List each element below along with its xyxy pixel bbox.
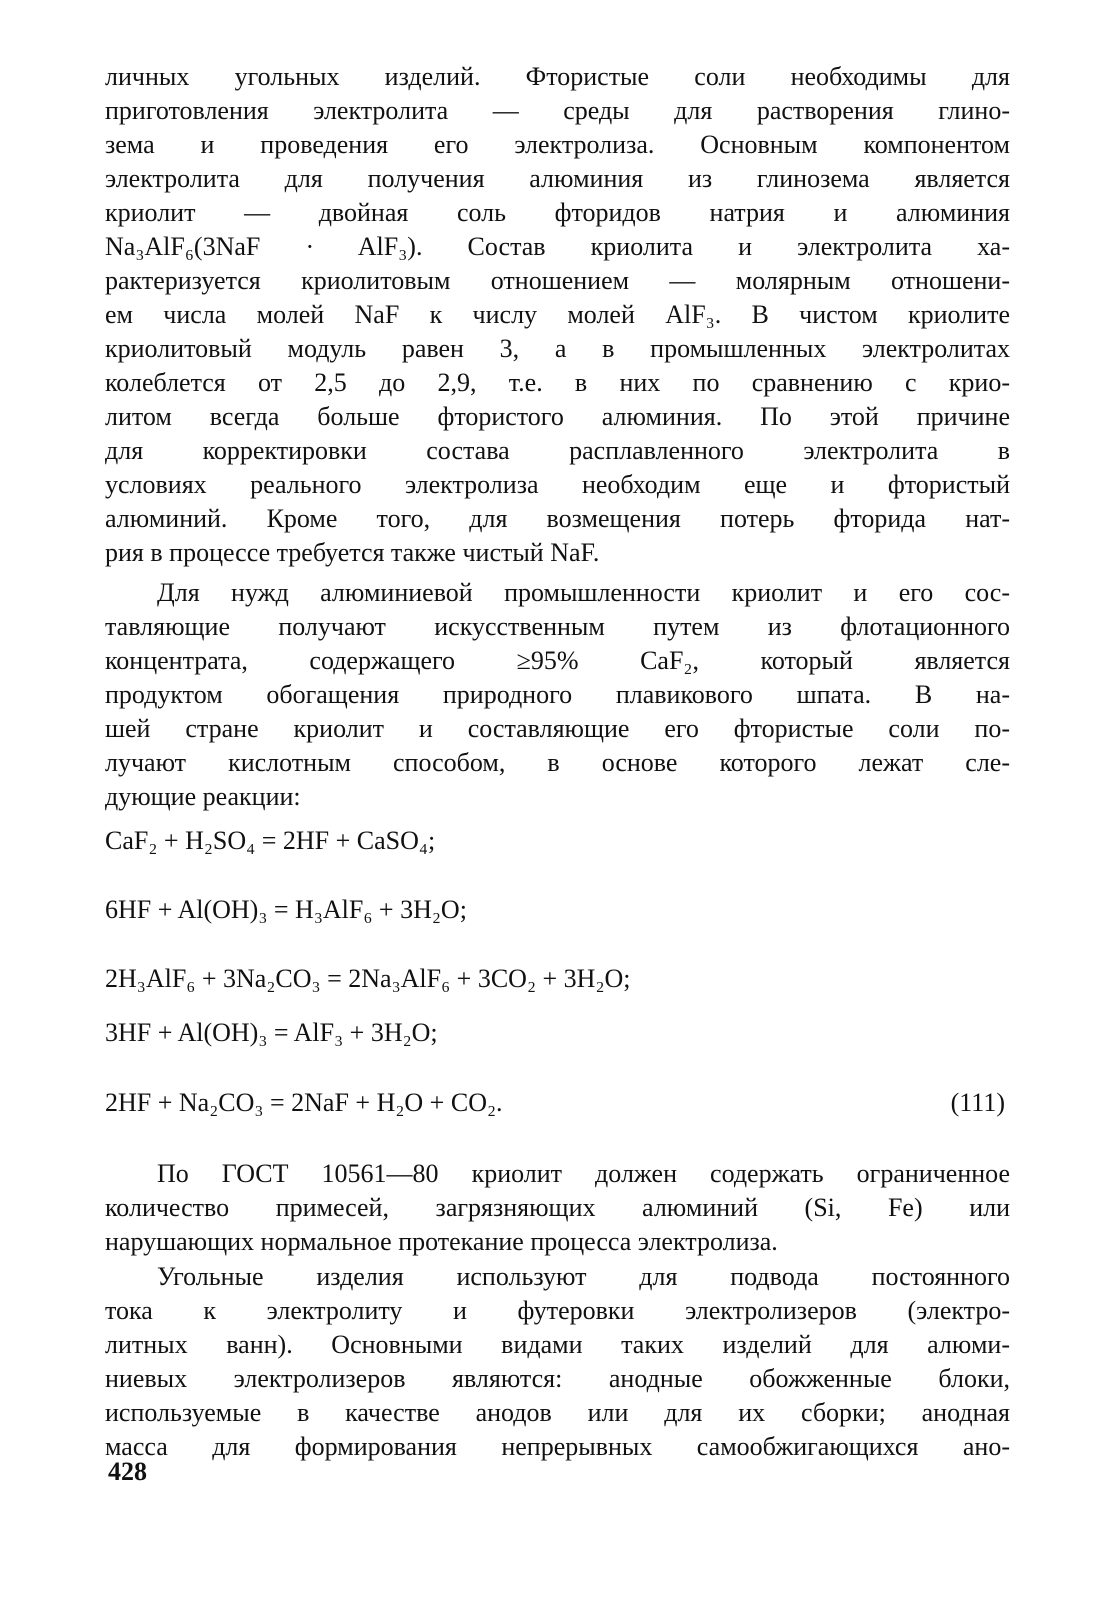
equation: 2HF + Na₂CO₃ = 2NaF + H₂O + CO₂. <box>105 1088 503 1117</box>
text-line: колеблется от 2,5 до 2,9, т.е. в них по сравнению с крио- <box>105 368 1010 397</box>
text-line: По ГОСТ 10561—80 криолит должен содержать ограниченное <box>157 1159 1010 1188</box>
text-line: нарушающих нормальное протекание процесса электролиза. <box>105 1227 778 1256</box>
text-line: ниевых электролизеров являются: анодные обожженные блоки, <box>105 1364 1010 1393</box>
text-line: количество примесей, загрязняющих алюминий (Si, Fe) или <box>105 1193 1010 1222</box>
text-line: используемые в качестве анодов или для их сборки; анодная <box>105 1398 1010 1427</box>
text-line: дующие реакции: <box>105 782 301 811</box>
text-line: криолитовый модуль равен 3, а в промышленных электролитах <box>105 334 1010 363</box>
text-line: алюминий. Кроме того, для возмещения потерь фторида нат- <box>105 504 1010 533</box>
text-line: для корректировки состава расплавленного электролита в <box>105 436 1010 465</box>
equation: 6HF + Al(OH)₃ = H₃AlF₆ + 3H₂O; <box>105 895 467 924</box>
text-line: личных угольных изделий. Фтористые соли необходимы для <box>105 62 1010 91</box>
equation: 2H₃AlF₆ + 3Na₂CO₃ = 2Na₃AlF₆ + 3CO₂ + 3H₂O; <box>105 964 631 993</box>
equation: CaF₂ + H₂SO₄ = 2HF + CaSO₄; <box>105 826 436 855</box>
text-line: литных ванн). Основными видами таких изделий для алюми- <box>105 1330 1010 1359</box>
text-line: Угольные изделия используют для подвода постоянного <box>157 1262 1010 1291</box>
text-line: зема и проведения его электролиза. Основным компонентом <box>105 130 1010 159</box>
text-line: Для нужд алюминиевой промышленности криолит и его сос- <box>157 578 1010 607</box>
page-number: 428 <box>108 1457 147 1486</box>
paragraph-carbon-products <box>105 1260 1010 1464</box>
text-line: продуктом обогащения природного плавикового шпата. В на- <box>105 680 1010 709</box>
paragraph-gost <box>105 1157 1010 1259</box>
text-line: электролита для получения алюминия из глинозема является <box>105 164 1010 193</box>
equation: 3HF + Al(OH)₃ = AlF₃ + 3H₂O; <box>105 1018 438 1047</box>
text-line: криолит — двойная соль фторидов натрия и алюминия <box>105 198 1010 227</box>
text-line: Na₃AlF₆(3NaF · AlF₃). Состав криолита и электролита ха- <box>105 232 1010 261</box>
text-line: тавляющие получают искусственным путем из флотационного <box>105 612 1010 641</box>
text-line: концентрата, содержащего ≥95% CaF₂, который является <box>105 646 1010 675</box>
text-line: приготовления электролита — среды для растворения глино- <box>105 96 1010 125</box>
text-line: масса для формирования непрерывных самообжигающихся ано- <box>105 1432 1010 1461</box>
equation-number: (111) <box>950 1088 1005 1117</box>
text-line: условиях реального электролиза необходим еще и фтористый <box>105 470 1010 499</box>
paragraph-cryolite <box>105 60 1010 570</box>
text-line: лучают кислотным способом, в основе которого лежат сле- <box>105 748 1010 777</box>
paragraph-production <box>105 576 1010 814</box>
text-line: ем числа молей NaF к числу молей AlF₃. В чистом криолите <box>105 300 1010 329</box>
text-line: литом всегда больше фтористого алюминия. По этой причине <box>105 402 1010 431</box>
text-line: рактеризуется криолитовым отношением — молярным отношени- <box>105 266 1010 295</box>
text-line: шей стране криолит и составляющие его фтористые соли по- <box>105 714 1010 743</box>
text-line: рия в процессе требуется также чистый NaF. <box>105 538 600 567</box>
text-line: тока к электролиту и футеровки электролизеров (электро- <box>105 1296 1010 1325</box>
